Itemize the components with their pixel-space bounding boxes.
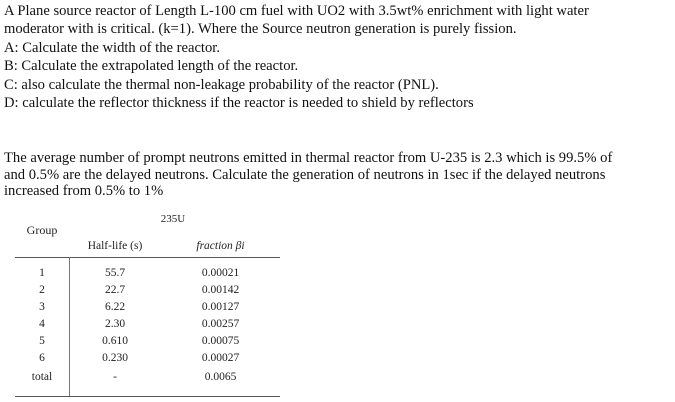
problem-2-text xyxy=(4,150,672,200)
problem-1-part-a: A: Calculate the width of the reactor. xyxy=(4,39,220,56)
table-row-group: 3 xyxy=(39,301,45,313)
table-row-fraction: 0.00027 xyxy=(201,352,240,364)
table-row-half-life: 0.610 xyxy=(102,335,128,347)
table-row-fraction: 0.00021 xyxy=(201,267,240,279)
problem-1-text xyxy=(4,2,672,112)
bottom-rule xyxy=(15,396,280,397)
problem-1-part-d: D: calculate the reflector thickness if the reactor is needed to shield by reflectors xyxy=(4,95,474,112)
table-row-half-life: 0.230 xyxy=(102,352,128,364)
problem-2-line: increased from 0.5% to 1% xyxy=(4,183,164,199)
table-row-group: 6 xyxy=(39,352,45,364)
table-row-fraction: 0.00257 xyxy=(201,318,240,330)
delayed-neutron-table xyxy=(15,213,280,398)
table-row-fraction: 0.00142 xyxy=(201,284,240,296)
table-row-half-life: 2.30 xyxy=(104,318,126,330)
problem-1-part-c: C: also calculate the thermal non-leakage probability of the reactor (PNL). xyxy=(4,76,439,93)
table-row-fraction-total: 0.0065 xyxy=(204,371,237,383)
table-row-half-life: 55.7 xyxy=(104,267,126,279)
group-header: Group xyxy=(26,223,58,237)
table-row-group: 5 xyxy=(39,335,45,347)
table-row-half-life-total: - xyxy=(113,371,117,383)
problem-1-line: moderator with is critical. (k=1). Where the Source neutron generation is purely fission. xyxy=(4,21,517,38)
table-row-fraction: 0.00127 xyxy=(201,301,240,313)
table-row-group-total: total xyxy=(31,371,53,383)
half-life-header: Half-life (s) xyxy=(87,240,143,252)
table-row-half-life: 6.22 xyxy=(104,301,126,313)
problem-2-line: The average number of prompt neutrons emitted in thermal reactor from U-235 is 2.3 which is 99.5% of xyxy=(4,150,613,166)
table-row-group: 1 xyxy=(39,267,45,279)
isotope-label: 235U xyxy=(160,213,186,225)
problem-2-line: and 0.5% are the delayed neutrons. Calculate the generation of neutrons in 1sec if the delayed neutrons xyxy=(4,166,606,183)
fraction-header: fraction βi xyxy=(196,240,245,252)
table-row-group: 2 xyxy=(39,284,45,296)
table-row-fraction: 0.00075 xyxy=(201,335,240,347)
column-divider xyxy=(69,257,70,397)
table-row-half-life: 22.7 xyxy=(104,284,126,296)
table-row-group: 4 xyxy=(39,318,45,330)
problem-1-part-b: B: Calculate the extrapolated length of the reactor. xyxy=(4,58,299,75)
header-rule xyxy=(15,257,280,258)
problem-1-line: A Plane source reactor of Length L-100 cm fuel with UO2 with 3.5wt% enrichment with light water xyxy=(4,3,589,19)
